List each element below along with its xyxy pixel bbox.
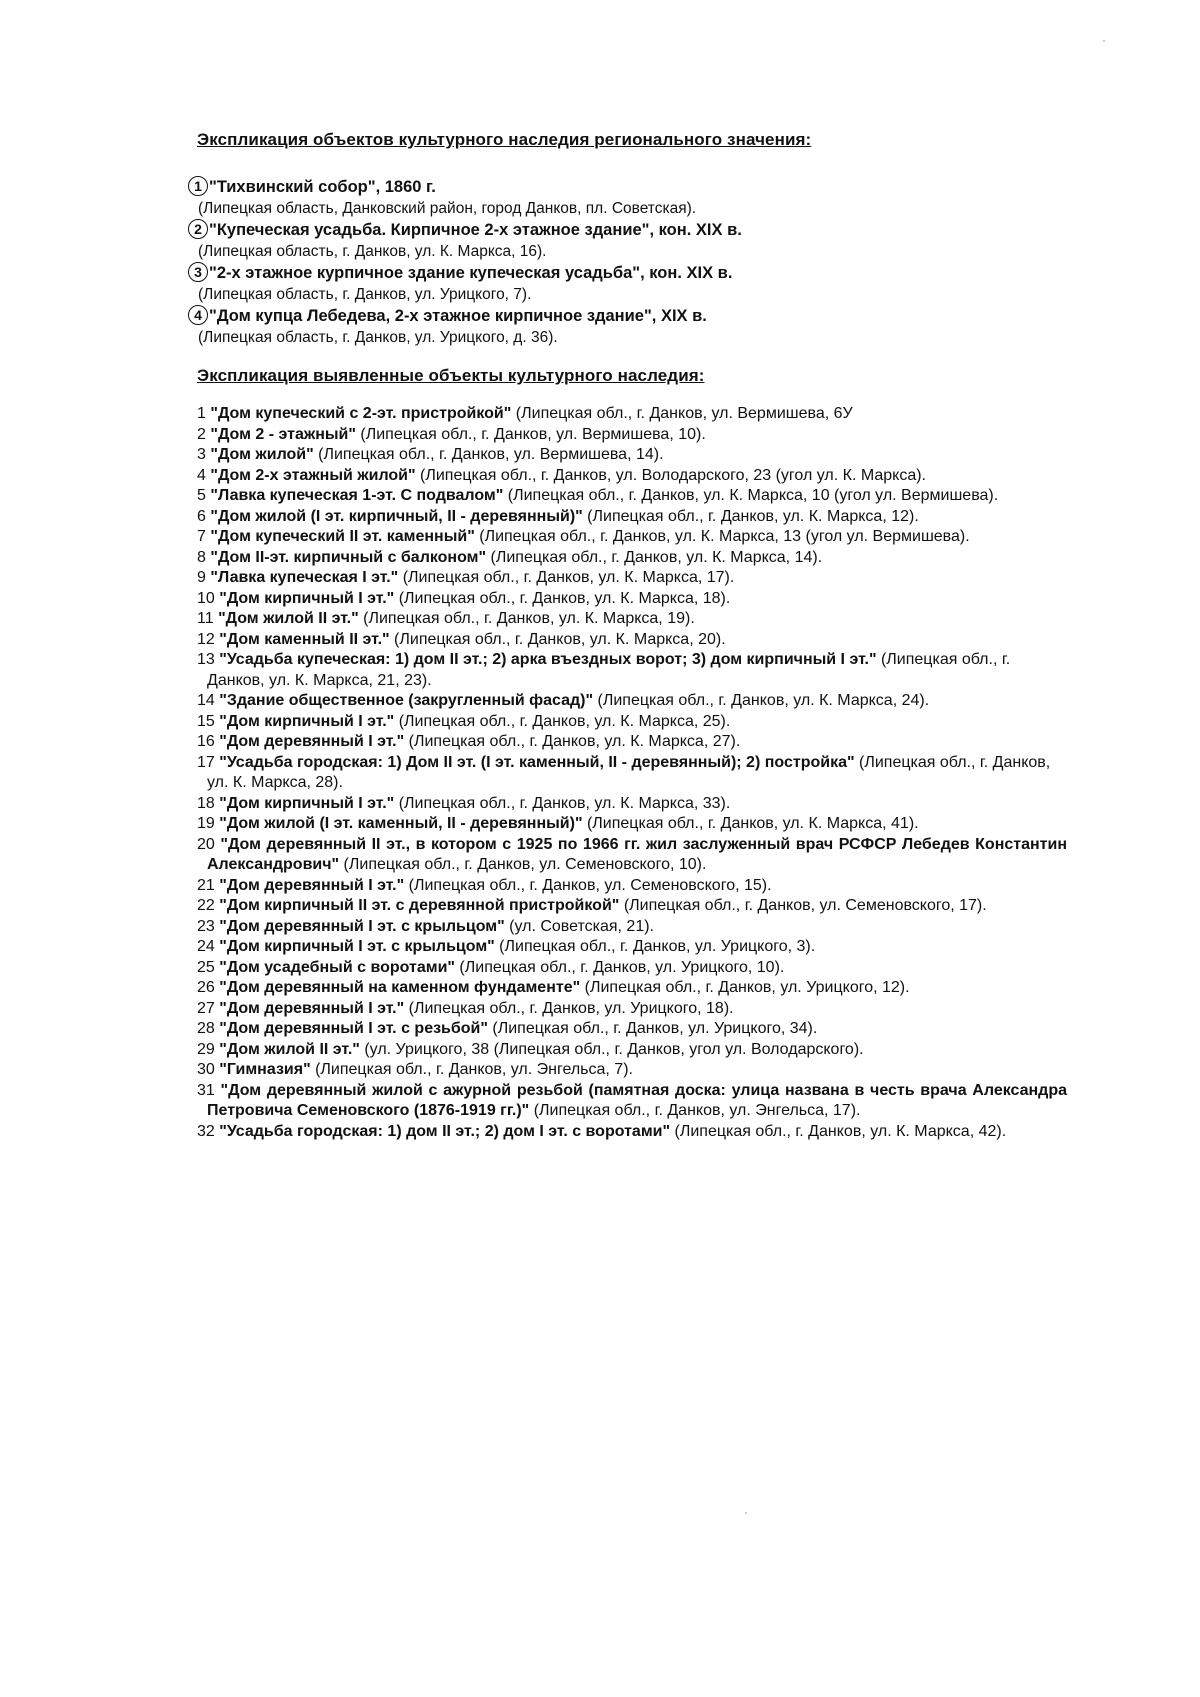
object-number: 21 [197,876,215,894]
identified-object-20 [197,835,1067,876]
object-address: (Липецкая обл., г. Данков, ул. Урицкого, 12). [580,979,910,996]
identified-object-15 [197,712,1067,733]
regional-object-4 [188,305,1148,348]
section1-heading: Экспликация объектов культурного наследия регионального значения: [197,130,812,149]
identified-object-18 [197,794,1067,815]
object-name: "Дом II-эт. кирпичный с балконом" [210,548,487,566]
identified-object-8 [197,548,1067,569]
object-address: (Липецкая обл., г. Данков, ул. Урицкого, 34). [487,1020,818,1037]
object-name: "Дом кирпичный II эт. с деревянной пристройкой" [219,897,620,914]
object-address: (Липецкая обл., г. Данков, ул. К. Маркса, 42). [670,1122,1007,1140]
object-address: (Липецкая обл., г. Данков, ул. К. Маркса, 27). [404,733,741,750]
object-number: 27 [197,999,215,1017]
object-number: 5 [197,487,206,504]
regional-objects-list [188,176,1148,348]
identified-object-4 [197,466,1067,487]
identified-object-16 [197,732,1067,753]
object-address: (Липецкая обл., г. Данков, ул. К. Маркса, 12). [582,507,919,525]
object-number: 7 [197,528,206,545]
identified-object-2 [197,425,1067,446]
identified-object-28 [197,1019,1067,1040]
object-name: "Усадьба городская: 1) дом II эт.; 2) дом I эт. с воротами" [219,1122,671,1140]
object-number: 8 [197,548,206,566]
object-number: 1 [197,405,206,422]
object-name: "Дом кирпичный I эт. с крыльцом" [219,938,495,955]
identified-object-26 [197,978,1067,999]
object-name: "Дом каменный II эт." [219,630,390,648]
object-address: (Липецкая обл., г. Данков, ул. К. Маркса, 14). [486,548,823,566]
circled-number: 3 [188,262,208,282]
object-number: 29 [197,1040,215,1058]
object-address: (Липецкая обл., г. Данков, ул. Вермишева, 14). [313,446,664,463]
object-name: "Лавка купеческая 1-эт. С подвалом" [210,487,504,504]
object-number: 11 [197,610,214,627]
scan-speck [1103,40,1105,42]
object-number: 24 [197,938,215,955]
identified-object-3 [197,445,1067,466]
object-address: (Липецкая обл., г. Данков, ул. К. Маркса, 25). [394,712,731,730]
object-name: "Тихвинский собор", 1860 г. [209,178,436,196]
object-address: (Липецкая обл., г. Данков, ул. К. Маркса, 18). [394,589,731,607]
object-name: "Дом деревянный I эт. с резьбой" [219,1020,488,1037]
object-address: (Липецкая обл., г. Данков, ул. Урицкого, 3). [494,938,816,955]
identified-object-12 [197,630,1067,651]
object-address: (Липецкая область, г. Данков, ул. К. Маркса, 16). [198,243,547,260]
identified-object-11 [197,609,1067,630]
object-name: "Дом кирпичный I эт." [219,794,395,812]
object-address: (Липецкая обл., г. Данков, ул. К. Маркса, 17). [398,569,735,586]
identified-object-19 [197,814,1067,835]
identified-object-9 [197,568,1067,589]
object-address: (Липецкая обл., г. Данков, ул. Энгельса, 7). [310,1061,633,1078]
identified-object-30 [197,1060,1067,1081]
object-name: "Дом деревянный на каменном фундаменте" [219,979,581,996]
circled-number: 4 [188,305,208,325]
object-address: (Липецкая обл., г. Данков, ул. Энгельса, 17). [529,1102,861,1119]
object-number: 4 [197,466,206,484]
object-address: (Липецкая обл., г. Данков, ул. К. Маркса, 21, 23). [207,651,1011,689]
object-name: "Дом жилой II эт." [218,610,359,627]
object-number: 15 [197,712,215,730]
object-name: "Дом купеческий II эт. каменный" [210,528,475,545]
regional-object-1 [188,176,1148,219]
object-name: "Дом жилой (I эт. каменный, II - деревянный)" [219,815,583,832]
object-name: "Дом жилой II эт." [219,1040,360,1058]
object-address: (Липецкая обл., г. Данков, ул. К. Маркса, 33). [394,794,731,812]
object-address: (Липецкая обл., г. Данков, ул. К. Маркса, 10 (угол ул. Вермишева). [503,487,999,504]
object-number: 17 [197,753,215,771]
object-name: "Дом деревянный I эт." [219,733,405,750]
identified-object-7 [197,527,1067,548]
object-address: (Липецкая обл., г. Данков, ул. К. Маркса, 19). [358,610,695,627]
object-name: "Дом усадебный с воротами" [219,958,455,976]
object-name: "Усадьба купеческая: 1) дом II эт.; 2) арка въездных ворот; 3) дом кирпичный I эт." [219,651,877,668]
object-name: "Дом деревянный I эт." [219,876,405,894]
scan-speck [745,1512,747,1514]
identified-object-14 [197,691,1067,712]
identified-object-29 [197,1040,1067,1061]
object-name: "2-х этажное курпичное здание купеческая усадьба", кон. XIX в. [209,264,733,282]
object-number: 30 [197,1061,215,1078]
object-number: 20 [197,835,215,853]
object-name: "Дом деревянный жилой с ажурной резьбой (памятная доска: улица названа в честь врача Александра Петровича Семеновского (1876-1919 гг.)" [207,1081,1067,1119]
object-number: 14 [197,692,215,709]
object-number: 18 [197,794,215,812]
object-name: "Лавка купеческая I эт." [210,569,399,586]
identified-object-17 [197,753,1067,794]
object-address: (Липецкая обл., г. Данков, ул. К. Маркса, 24). [593,692,930,709]
regional-object-2 [188,219,1148,262]
identified-object-13 [197,650,1067,691]
object-number: 9 [197,569,206,586]
object-number: 16 [197,733,215,750]
object-address: (Липецкая обл., г. Данков, ул. Урицкого, 18). [404,999,734,1017]
object-number: 22 [197,897,215,914]
object-number: 13 [197,651,215,668]
object-name: "Купеческая усадьба. Кирпичное 2-х этажное здание", кон. XIX в. [209,221,742,239]
object-name: "Дом купеческий с 2-эт. пристройкой" [210,405,512,422]
object-name: "Дом кирпичный I эт." [219,589,395,607]
object-address: (ул. Советская, 21). [504,917,654,935]
object-number: 3 [197,446,206,463]
object-address: (Липецкая обл., г. Данков, ул. Вермишева, 10). [355,425,706,443]
identified-object-5 [197,486,1067,507]
circled-number: 2 [188,219,208,239]
identified-object-22 [197,896,1067,917]
identified-object-6 [197,507,1067,528]
identified-object-27 [197,999,1067,1020]
object-name: "Усадьба городская: 1) Дом II эт. (I эт. каменный, II - деревянный); 2) постройка" [219,753,855,771]
object-name: "Дом жилой" [210,446,314,463]
circled-number: 1 [188,176,208,196]
object-number: 2 [197,425,206,443]
regional-object-3 [188,262,1148,305]
object-address: (Липецкая обл., г. Данков, ул. Урицкого, 10). [454,958,785,976]
identified-object-10 [197,589,1067,610]
object-number: 12 [197,630,215,648]
object-name: "Дом деревянный I эт. с крыльцом" [219,917,505,935]
object-address: (Липецкая область, Данковский район, город Данков, пл. Советская). [198,200,697,217]
object-address: (Липецкая область, г. Данков, ул. Урицкого, 7). [198,286,532,303]
object-address: (Липецкая обл., г. Данков, ул. К. Маркса, 13 (угол ул. Вермишева). [474,528,970,545]
object-number: 31 [197,1081,215,1099]
object-name: "Дом купца Лебедева, 2-х этажное кирпичное здание", XIX в. [209,307,707,325]
object-address: (Липецкая обл., г. Данков, ул. Семеновского, 17). [619,897,987,914]
object-number: 26 [197,979,215,996]
object-address: (ул. Урицкого, 38 (Липецкая обл., г. Данков, угол ул. Володарского). [359,1040,864,1058]
object-name: "Гимназия" [219,1061,311,1078]
object-name: "Здание общественное (закругленный фасад)" [219,692,594,709]
object-number: 28 [197,1020,215,1037]
object-number: 23 [197,917,215,935]
object-name: "Дом жилой (I эт. кирпичный, II - деревянный)" [210,507,583,525]
object-name: "Дом деревянный II эт., в котором с 1925 по 1966 гг. жил заслуженный врач РСФСР Лебедев Константин Александрович" [207,835,1067,873]
object-address: (Липецкая обл., г. Данков, ул. Семеновского, 10). [339,856,707,873]
identified-object-1 [197,404,1067,425]
object-name: "Дом 2 - этажный" [210,425,356,443]
object-number: 10 [197,589,215,607]
identified-objects-list [197,404,1067,1142]
identified-object-24 [197,937,1067,958]
object-name: "Дом кирпичный I эт." [219,712,395,730]
identified-object-21 [197,876,1067,897]
object-address: (Липецкая обл., г. Данков, ул. К. Маркса, 41). [582,815,919,832]
object-number: 32 [197,1122,215,1140]
object-address: (Липецкая обл., г. Данков, ул. Семеновского, 15). [404,876,772,894]
section2-heading: Экспликация выявленные объекты культурного наследия: [197,366,705,385]
object-address: (Липецкая обл., г. Данков, ул. Вермишева, 6У [511,405,853,422]
object-number: 19 [197,815,215,832]
identified-object-32 [197,1122,1067,1143]
object-address: (Липецкая обл., г. Данков, ул. К. Маркса, 28). [207,753,1051,791]
object-number: 25 [197,958,215,976]
object-name: "Дом 2-х этажный жилой" [210,466,416,484]
identified-object-31 [197,1081,1067,1122]
identified-object-23 [197,917,1067,938]
object-address: (Липецкая область, г. Данков, ул. Урицкого, д. 36). [198,329,558,346]
identified-object-25 [197,958,1067,979]
object-name: "Дом деревянный I эт." [219,999,405,1017]
object-address: (Липецкая обл., г. Данков, ул. К. Маркса, 20). [389,630,726,648]
object-address: (Липецкая обл., г. Данков, ул. Володарского, 23 (угол ул. К. Маркса). [415,466,926,484]
object-number: 6 [197,507,206,525]
